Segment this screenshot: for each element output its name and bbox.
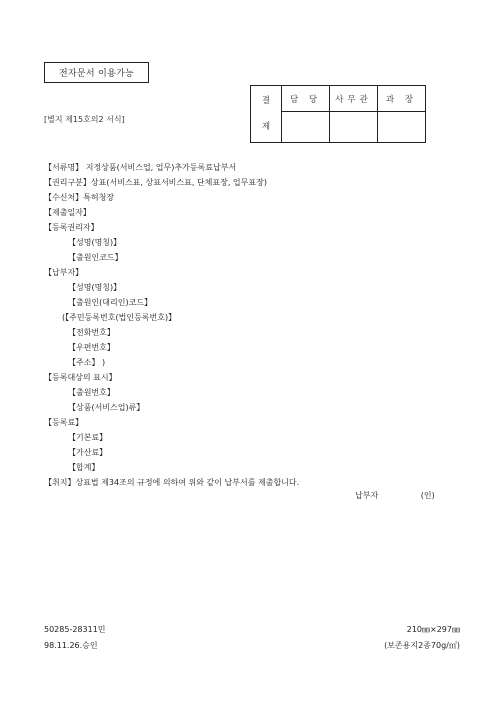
approval-sign-chief[interactable] bbox=[378, 112, 426, 143]
form-field-line: 【수신처】특허청장 bbox=[44, 193, 115, 202]
form-field-line: 【출원인코드】 bbox=[68, 253, 123, 262]
approval-col-staff: 담 당 bbox=[282, 86, 330, 112]
form-field-line: 【등록권리자】 bbox=[44, 223, 99, 232]
form-field-line: 【출원인(대리인)코드】 bbox=[68, 298, 153, 307]
form-field-line: 【합계】 bbox=[68, 463, 100, 472]
form-field-line: 【취지】상표법 제34조의 규정에 의하여 위와 같이 납부서를 제출합니다. bbox=[44, 478, 300, 487]
form-field-line: 【가산료】 bbox=[68, 448, 108, 457]
form-field-line: 【권리구분】상표(서비스표, 상표서비스표, 단체표장, 업무표장) bbox=[44, 178, 267, 187]
form-field-line: 【서류명】 지정상품(서비스업, 업무)추가등록료납부서 bbox=[44, 163, 237, 172]
form-field-line: (【주민등록번호(법인등록번호)】 bbox=[62, 313, 177, 322]
form-field-line: 【우편번호】 bbox=[68, 343, 115, 352]
approval-col-officer: 사무관 bbox=[330, 86, 378, 112]
seal-mark: (인) bbox=[420, 491, 435, 500]
form-field-line: 【성명(명칭)】 bbox=[68, 283, 122, 292]
footer-paper-size: 210㎜×297㎜ bbox=[406, 625, 460, 634]
form-field-line: 【상품(서비스업)류】 bbox=[68, 403, 145, 412]
form-field-line: 【출원번호】 bbox=[68, 388, 115, 397]
form-number: [별지 제15호의2 서식] bbox=[44, 115, 125, 124]
payer-label: 납부자 bbox=[355, 491, 379, 500]
form-field-line: 【성명(명칭)】 bbox=[68, 238, 122, 247]
footer-paper-type: (보존용지2종70g/㎡) bbox=[384, 641, 460, 650]
form-field-line: 【등록료】 bbox=[44, 418, 84, 427]
footer-code: 50285-28311민 bbox=[44, 625, 106, 634]
form-field-line: 【등록대상의 표시】 bbox=[44, 373, 117, 382]
signature-line bbox=[355, 490, 435, 501]
approval-side-label: 결 제 bbox=[251, 86, 282, 143]
approval-sign-officer[interactable] bbox=[330, 112, 378, 143]
form-field-line: 【주소】 ) bbox=[68, 358, 106, 367]
approval-table bbox=[250, 85, 426, 143]
form-field-line: 【납부자】 bbox=[44, 268, 84, 277]
form-body bbox=[44, 160, 484, 490]
approval-col-chief: 과 장 bbox=[378, 86, 426, 112]
form-field-line: 【기본료】 bbox=[68, 433, 108, 442]
approval-sign-staff[interactable] bbox=[282, 112, 330, 143]
form-field-line: 【제출일자】 bbox=[44, 208, 91, 217]
form-field-line: 【전화번호】 bbox=[68, 328, 115, 337]
footer-approved-date: 98.11.26.승인 bbox=[44, 641, 98, 650]
e-document-badge: 전자문서 이용가능 bbox=[44, 62, 149, 83]
